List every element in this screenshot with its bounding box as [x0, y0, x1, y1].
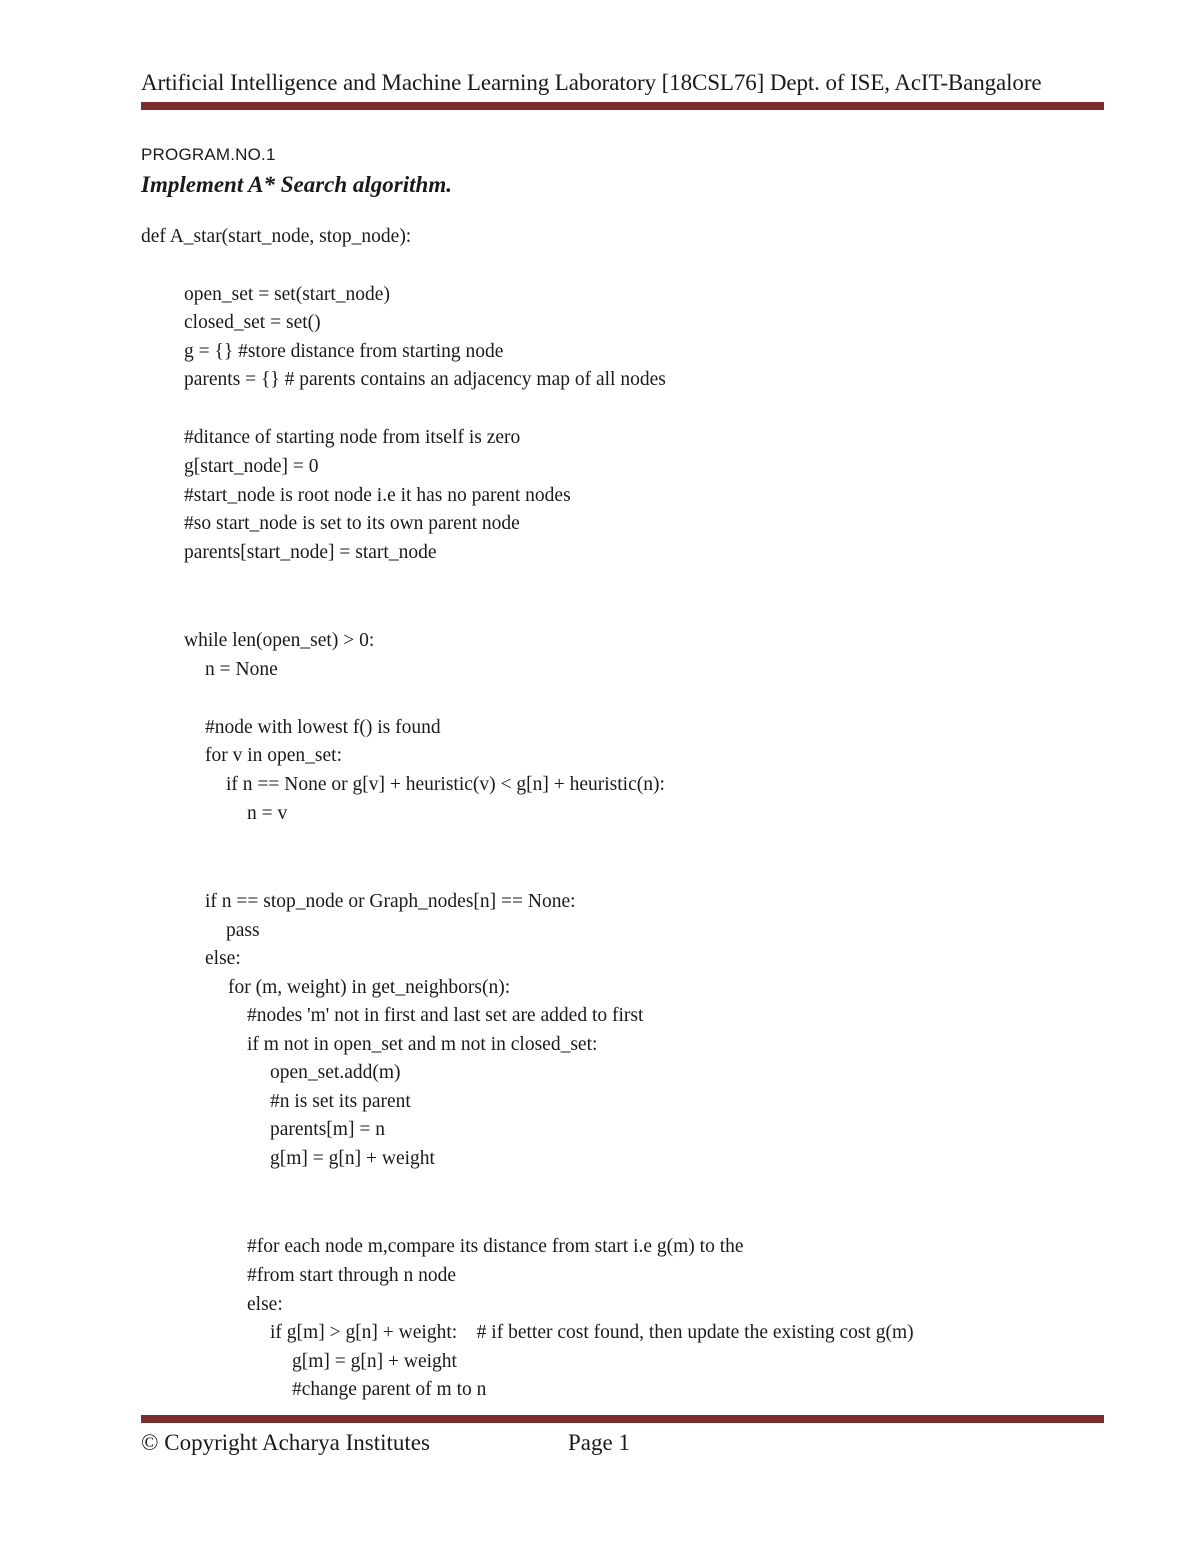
- code-line: while len(open_set) > 0:: [184, 630, 375, 651]
- code-line: #start_node is root node i.e it has no parent nodes: [184, 485, 571, 506]
- page-number: Page 1: [568, 1430, 630, 1455]
- footer-rule: [141, 1415, 1104, 1423]
- code-line: else:: [205, 948, 241, 969]
- code-line: for v in open_set:: [205, 745, 343, 766]
- code-line: #ditance of starting node from itself is zero: [184, 427, 521, 448]
- code-line: #n is set its parent: [270, 1091, 411, 1112]
- code-line: open_set.add(m): [270, 1062, 401, 1083]
- code-line: parents[start_node] = start_node: [184, 542, 437, 563]
- code-line: g[start_node] = 0: [184, 456, 319, 477]
- code-line: #nodes 'm' not in first and last set are added to first: [247, 1005, 644, 1026]
- code-line: parents = {} # parents contains an adjacency map of all nodes: [184, 369, 666, 390]
- code-line: g = {} #store distance from starting node: [184, 341, 504, 362]
- code-line: for (m, weight) in get_neighbors(n):: [228, 977, 511, 998]
- code-line: parents[m] = n: [270, 1119, 385, 1140]
- code-line: def A_star(start_node, stop_node):: [141, 226, 412, 247]
- code-line: #from start through n node: [247, 1265, 457, 1286]
- header-rule: [141, 102, 1104, 110]
- page-header: Artificial Intelligence and Machine Learning Laboratory [18CSL76] Dept. of ISE, AcIT-Bangalore: [141, 70, 1042, 95]
- code-line: n = None: [205, 659, 278, 680]
- code-line: closed_set = set(): [184, 312, 321, 333]
- code-line: #so start_node is set to its own parent node: [184, 513, 520, 534]
- code-line: g[m] = g[n] + weight: [270, 1148, 435, 1169]
- code-line: #for each node m,compare its distance from start i.e g(m) to the: [247, 1236, 744, 1257]
- code-line: if g[m] > g[n] + weight: # if better cost found, then update the existing cost g(m): [270, 1322, 914, 1343]
- program-title: Implement A* Search algorithm.: [141, 172, 452, 197]
- code-line: #change parent of m to n: [292, 1379, 487, 1400]
- code-line: else:: [247, 1294, 283, 1315]
- code-line: n = v: [247, 803, 288, 824]
- code-line: open_set = set(start_node): [184, 284, 390, 305]
- code-line: g[m] = g[n] + weight: [292, 1351, 457, 1372]
- code-line: pass: [226, 920, 260, 941]
- footer-copyright: © Copyright Acharya Institutes: [141, 1430, 430, 1455]
- program-number: PROGRAM.NO.1: [141, 145, 276, 164]
- code-line: if n == None or g[v] + heuristic(v) < g[n] + heuristic(n):: [226, 774, 665, 795]
- code-line: if m not in open_set and m not in closed_set:: [247, 1034, 598, 1055]
- code-line: #node with lowest f() is found: [205, 717, 441, 738]
- code-line: if n == stop_node or Graph_nodes[n] == None:: [205, 891, 576, 912]
